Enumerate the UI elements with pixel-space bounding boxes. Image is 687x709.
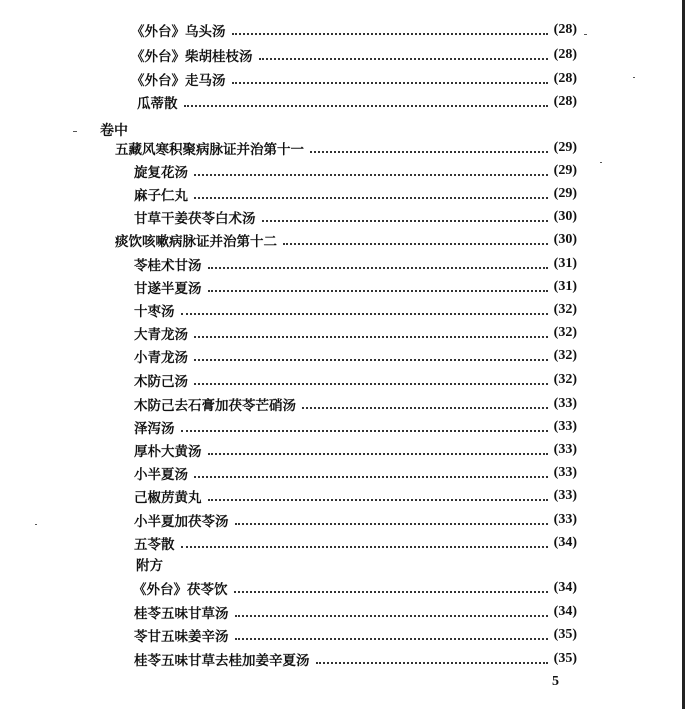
toc-entry [134, 322, 577, 344]
toc-entry [131, 68, 577, 90]
dot-leader [194, 383, 548, 385]
dot-leader [208, 267, 548, 269]
dot-leader [194, 359, 548, 361]
scan-speck [584, 34, 587, 35]
toc-entry [134, 532, 577, 554]
entry-title: 旋复花汤 [134, 165, 188, 181]
dot-leader [310, 151, 548, 153]
dot-leader [181, 313, 548, 315]
toc-chapter [115, 229, 577, 251]
entry-page: (33) [553, 419, 577, 434]
entry-title: 小半夏汤 [134, 467, 188, 483]
entry-page: (34) [553, 604, 577, 619]
toc-entry [134, 369, 577, 391]
toc-entry [134, 276, 577, 298]
entry-page: (33) [553, 465, 577, 480]
toc-entry [134, 601, 577, 623]
dot-leader [181, 430, 548, 432]
entry-page: (32) [553, 372, 577, 387]
entry-title: 小青龙汤 [134, 350, 188, 366]
entry-title: 《外台》茯苓饮 [133, 582, 228, 598]
entry-page: (28) [553, 22, 577, 37]
entry-page: (33) [553, 442, 577, 457]
dot-leader [232, 33, 548, 35]
entry-page: (32) [553, 302, 577, 317]
toc-entry [134, 416, 577, 438]
scan-speck [35, 524, 37, 525]
toc-entry [137, 91, 577, 113]
dot-leader [208, 453, 548, 455]
entry-page: (34) [553, 535, 577, 550]
dot-leader [194, 336, 548, 338]
entry-title: 泽泻汤 [134, 421, 175, 437]
entry-page: (28) [553, 94, 577, 109]
dot-leader [194, 174, 548, 176]
toc-entry [134, 299, 577, 321]
page-number: 5 [552, 674, 559, 689]
entry-title: 《外台》走马汤 [131, 73, 226, 89]
entry-page: (29) [553, 186, 577, 201]
dot-leader [235, 615, 548, 617]
dot-leader [316, 662, 548, 664]
entry-title: 十枣汤 [134, 304, 175, 320]
dot-leader [235, 638, 548, 640]
entry-page: (29) [553, 140, 577, 155]
scan-speck [600, 162, 602, 163]
entry-title: 五藏风寒积聚病脉证并治第十一 [115, 142, 304, 158]
toc-entry [131, 19, 577, 41]
entry-title: 苓甘五味姜辛汤 [134, 629, 229, 645]
toc-entry [133, 577, 577, 599]
scan-speck [73, 131, 77, 132]
dot-leader [208, 290, 548, 292]
entry-page: (31) [553, 256, 577, 271]
dot-leader [232, 82, 548, 84]
entry-page: (28) [553, 71, 577, 86]
entry-page: (33) [553, 396, 577, 411]
dot-leader [259, 58, 548, 60]
toc-entry [134, 648, 577, 670]
dot-leader [234, 591, 548, 593]
entry-page: (33) [553, 512, 577, 527]
toc-entry [134, 183, 577, 205]
entry-title: 五苓散 [134, 537, 175, 553]
dot-leader [194, 476, 548, 478]
entry-title: 厚朴大黄汤 [134, 444, 202, 460]
dot-leader [194, 197, 548, 199]
dot-leader [235, 523, 548, 525]
entry-page: (31) [553, 279, 577, 294]
dot-leader [208, 499, 548, 501]
entry-page: (34) [553, 580, 577, 595]
entry-title: 木防己去石膏加茯苓芒硝汤 [134, 398, 296, 414]
dot-leader [262, 220, 548, 222]
toc-entry [134, 624, 577, 646]
toc-entry [134, 462, 577, 484]
dot-leader [184, 105, 548, 107]
section-heading: 卷中 [100, 123, 128, 139]
toc-entry [134, 206, 577, 228]
entry-page: (28) [553, 47, 577, 62]
toc-chapter [115, 137, 577, 159]
entry-title: 痰饮咳嗽病脉证并治第十二 [115, 234, 277, 250]
entry-page: (29) [553, 163, 577, 178]
entry-title: 《外台》柴胡桂枝汤 [131, 49, 253, 65]
dot-leader [302, 407, 548, 409]
scan-speck [633, 77, 635, 78]
toc-entry [131, 44, 577, 66]
entry-title: 瓜蒂散 [137, 96, 178, 112]
entry-page: (35) [553, 627, 577, 642]
entry-title: 大青龙汤 [134, 327, 188, 343]
toc-entry [134, 393, 577, 415]
entry-title: 甘遂半夏汤 [134, 281, 202, 297]
entry-title: 桂苓五味甘草汤 [134, 606, 229, 622]
toc-entry [134, 509, 577, 531]
entry-title: 木防己汤 [134, 374, 188, 390]
toc-entry [134, 439, 577, 461]
entry-page: (30) [553, 209, 577, 224]
entry-page: (32) [553, 325, 577, 340]
toc-entry [134, 345, 577, 367]
entry-title: 麻子仁丸 [134, 188, 188, 204]
entry-title: 甘草干姜茯苓白术汤 [134, 211, 256, 227]
entry-title: 桂苓五味甘草去桂加姜辛夏汤 [134, 653, 310, 669]
entry-title: 小半夏加茯苓汤 [134, 514, 229, 530]
toc-entry [134, 485, 577, 507]
dot-leader [181, 546, 548, 548]
toc-entry [134, 160, 577, 182]
entry-page: (33) [553, 488, 577, 503]
entry-page: (30) [553, 232, 577, 247]
entry-page: (35) [553, 651, 577, 666]
entry-title: 《外台》乌头汤 [131, 24, 226, 40]
entry-title: 己椒苈黄丸 [134, 490, 202, 506]
toc-entry [134, 253, 577, 275]
entry-page: (32) [553, 348, 577, 363]
dot-leader [283, 243, 548, 245]
entry-title: 苓桂术甘汤 [134, 258, 202, 274]
appendix-label: 附方 [136, 558, 163, 574]
